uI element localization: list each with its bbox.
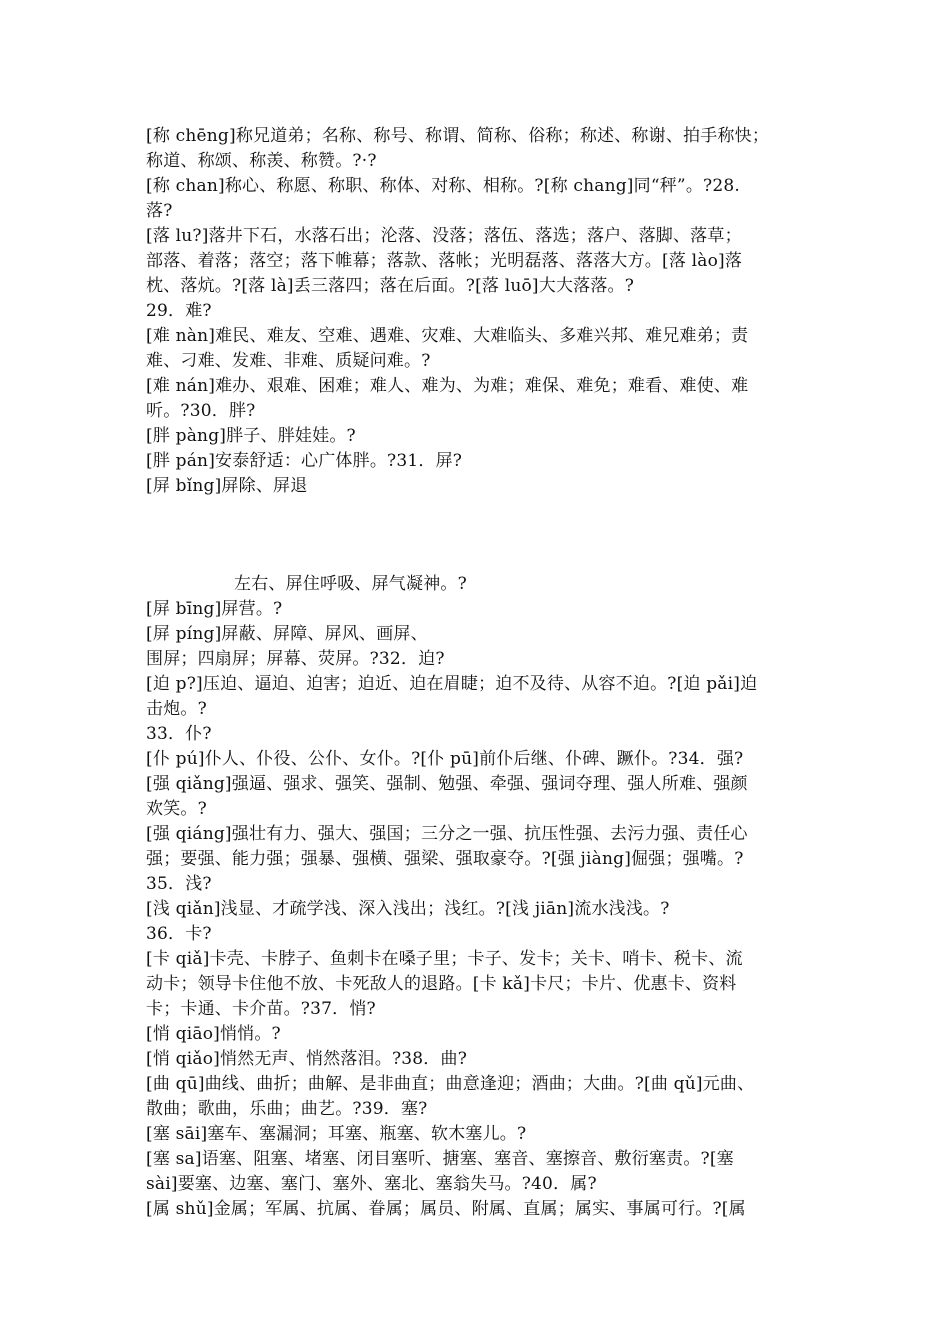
text-line: 落? bbox=[146, 201, 173, 221]
text-line: [属 shǔ]金属；军属、抗属、眷属；属员、附属、直属；属实、事属可行。?[属 bbox=[146, 1199, 746, 1219]
text-line: [屏 bǐng]屏除、屏退 bbox=[146, 476, 308, 496]
text-block-bottom bbox=[146, 572, 826, 1222]
text-line: 听。?30．胖? bbox=[146, 401, 256, 421]
text-line: 击炮。? bbox=[146, 699, 207, 719]
text-line: 欢笑。? bbox=[146, 799, 207, 819]
text-line: [仆 pú]仆人、仆役、公仆、女仆。?[仆 pū]前仆后继、仆碑、蹶仆。?34．强? bbox=[146, 749, 744, 769]
text-line-continuation: 左右、屏住呼吸、屏气凝神。? bbox=[234, 574, 467, 594]
text-line: sài]要塞、边塞、塞门、塞外、塞北、塞翁失马。?40．属? bbox=[146, 1174, 597, 1194]
text-line: 36．卡? bbox=[146, 924, 212, 944]
text-line: [难 nán]难办、艰难、困难；难人、难为、为难；难保、难免；难看、难使、难 bbox=[146, 376, 749, 396]
text-block-top bbox=[146, 124, 826, 499]
text-line: 围屏；四扇屏；屏幕、荧屏。?32．迫? bbox=[146, 649, 445, 669]
text-line: [称 chan]称心、称愿、称职、称体、对称、相称。?[称 chang]同“秤”。?28. bbox=[146, 176, 740, 196]
text-line: [称 chēng]称兄道弟；名称、称号、称谓、简称、俗称；称述、称谢、拍手称快； bbox=[146, 126, 770, 146]
text-line: 枕、落炕。?[落 là]丢三落四；落在后面。?[落 luō]大大落落。? bbox=[146, 276, 635, 296]
text-line: 称道、称颂、称羡、称赞。?·? bbox=[146, 151, 377, 171]
text-line: [强 qiǎng]强逼、强求、强笑、强制、勉强、牵强、强词夺理、强人所难、强颜 bbox=[146, 774, 748, 794]
text-line: [塞 sāi]塞车、塞漏洞；耳塞、瓶塞、软木塞儿。? bbox=[146, 1124, 527, 1144]
text-line: [悄 qiāo]悄悄。? bbox=[146, 1024, 281, 1044]
text-line: [浅 qiǎn]浅显、才疏学浅、深入浅出；浅红。?[浅 jiān]流水浅浅。? bbox=[146, 899, 670, 919]
text-line: [屏 bīng]屏营。? bbox=[146, 599, 283, 619]
text-line: 卡；卡通、卡介苗。?37．悄? bbox=[146, 999, 376, 1019]
text-line: 33．仆? bbox=[146, 724, 212, 744]
text-line: 动卡；领导卡住他不放、卡死敌人的退路。[卡 kǎ]卡尺；卡片、优惠卡、资料 bbox=[146, 974, 737, 994]
text-line: [迫 p?]压迫、逼迫、迫害；迫近、迫在眉睫；迫不及待、从容不迫。?[迫 pǎi]迫 bbox=[146, 674, 758, 694]
text-line: [落 lu?]落井下石，水落石出；沦落、没落；落伍、落选；落户、落脚、落草； bbox=[146, 226, 742, 246]
text-line: 29．难? bbox=[146, 301, 212, 321]
text-line: 难、刁难、发难、非难、质疑问难。? bbox=[146, 351, 431, 371]
text-line: 散曲；歌曲，乐曲；曲艺。?39．塞? bbox=[146, 1099, 428, 1119]
text-line: [胖 pán]安泰舒适：心广体胖。?31．屏? bbox=[146, 451, 463, 471]
text-line: [曲 qū]曲线、曲折；曲解、是非曲直；曲意逢迎；酒曲；大曲。?[曲 qǔ]元曲、 bbox=[146, 1074, 755, 1094]
text-line: 35．浅? bbox=[146, 874, 212, 894]
text-line: [塞 sa]语塞、阻塞、堵塞、闭目塞听、搪塞、塞音、塞擦音、敷衍塞责。?[塞 bbox=[146, 1149, 734, 1169]
text-line: 部落、着落；落空；落下帷幕；落款、落帐；光明磊落、落落大方。[落 lào]落 bbox=[146, 251, 743, 271]
text-line: [胖 pàng]胖子、胖娃娃。? bbox=[146, 426, 356, 446]
text-line: [强 qiáng]强壮有力、强大、强国；三分之一强、抗压性强、去污力强、责任心 bbox=[146, 824, 748, 844]
text-line: [悄 qiǎo]悄然无声、悄然落泪。?38．曲? bbox=[146, 1049, 468, 1069]
text-line: [屏 píng]屏蔽、屏障、屏风、画屏、 bbox=[146, 624, 428, 644]
text-line: [卡 qiǎ]卡壳、卡脖子、鱼刺卡在嗓子里；卡子、发卡；关卡、哨卡、税卡、流 bbox=[146, 949, 743, 969]
text-line: [难 nàn]难民、难友、空难、遇难、灾难、大难临头、多难兴邦、难兄难弟；责 bbox=[146, 326, 749, 346]
text-line: 强；要强、能力强；强暴、强横、强梁、强取豪夺。?[强 jiàng]倔强；强嘴。? bbox=[146, 849, 744, 869]
